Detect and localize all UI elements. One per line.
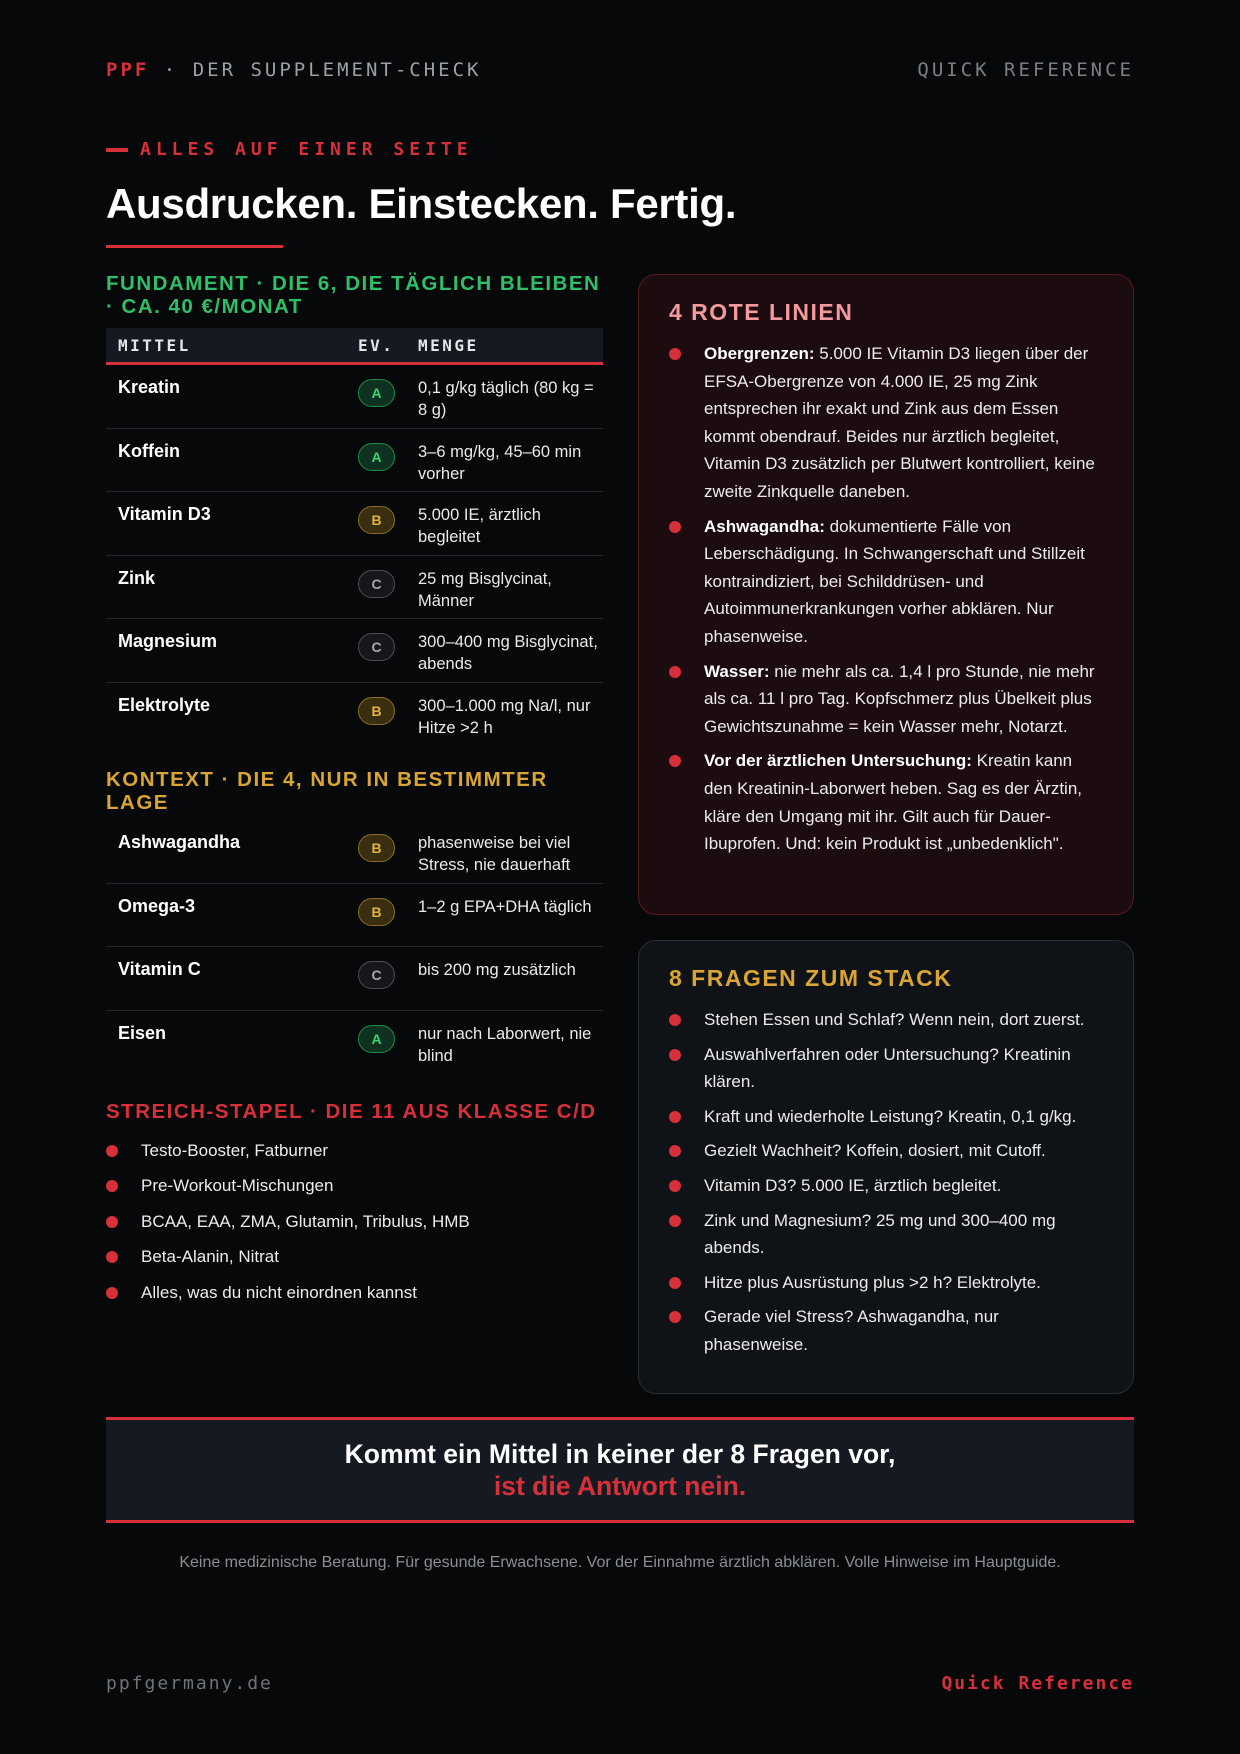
red-lines-list — [669, 340, 1103, 858]
left-column — [106, 272, 603, 1311]
question-text: Gerade viel Stress? Ashwagandha, nur phasenweise. — [704, 1307, 999, 1354]
kicker — [106, 139, 473, 160]
supplement-amount: nur nach Laborwert, nie blind — [418, 1024, 592, 1065]
item-lead: Wasser: — [704, 661, 770, 681]
table-row — [106, 365, 603, 429]
streich-list — [106, 1133, 603, 1311]
disclaimer: Keine medizinische Beratung. Für gesunde Erwachsene. Vor der Einnahme ärztlich abklären. Volle Hinweise im Hauptguide. — [179, 1554, 1061, 1571]
item-text: dokumentierte Fälle von Leberschädigung. In Schwangerschaft und Stillzeit kontraindiziert, bei Schilddrüsen- und Autoimmunerkrankungen vorher abklären. Nur phasenweise. — [704, 516, 1085, 646]
bullet-dot — [669, 1277, 681, 1289]
list-item-text: Testo-Booster, Fatburner — [141, 1140, 329, 1160]
question-text: Hitze plus Ausrüstung plus >2 h? Elektrolyte. — [704, 1272, 1041, 1292]
table-row — [106, 820, 603, 884]
supplement-amount: 1–2 g EPA+DHA täglich — [418, 897, 592, 916]
top-bar — [106, 58, 1134, 82]
table-header — [106, 328, 603, 365]
table-row — [106, 492, 603, 556]
question-text: Stehen Essen und Schlaf? Wenn nein, dort zuerst. — [704, 1010, 1085, 1029]
supplement-name: Kreatin — [118, 377, 181, 397]
list-item-text: Beta-Alanin, Nitrat — [141, 1247, 279, 1267]
bullet-dot — [106, 1216, 118, 1228]
list-item-text: BCAA, EAA, ZMA, Glutamin, Tribulus, HMB — [141, 1211, 470, 1231]
kicker-text: ALLES AUF EINER SEITE — [140, 139, 473, 160]
list-item — [669, 1103, 1103, 1131]
list-item — [669, 1137, 1103, 1165]
list-item — [106, 1275, 603, 1311]
supplement-amount: 0,1 g/kg täglich (80 kg = 8 g) — [418, 379, 594, 419]
supplement-amount: 300–1.000 mg Na/l, nur Hitze >2 h — [418, 696, 591, 737]
footer — [106, 1673, 1134, 1694]
question-text: Zink und Magnesium? 25 mg und 300–400 mg abends. — [704, 1210, 1056, 1258]
table-row — [106, 1011, 603, 1075]
evidence-badge: C — [358, 961, 395, 989]
page-title: Ausdrucken. Einstecken. Fertig. — [106, 180, 737, 227]
evidence-badge: A — [358, 443, 395, 471]
bullet-dot — [669, 1180, 681, 1192]
item-lead: Vor der ärztlichen Untersuchung: — [704, 751, 972, 771]
table-row — [106, 884, 603, 948]
red-lines-card — [638, 274, 1134, 915]
banner-line-2: ist die Antwort nein. — [493, 1471, 747, 1501]
item-lead: Obergrenzen: — [704, 344, 815, 363]
evidence-badge: A — [358, 379, 395, 407]
fundament-title: FUNDAMENT · DIE 6, DIE TÄGLICH BLEIBEN · CA. 40 €/MONAT — [106, 272, 601, 318]
item-text: 5.000 IE Vitamin D3 liegen über der EFSA-Obergrenze von 4.000 IE, 25 mg Zink entsprechen ihr exakt und Zink aus dem Essen kommt obendrauf. Beides nur ärztlich begleitet, Vitamin D3 zusätzlich per Blutwert kontrolliert, keine zweite Zinkquelle daneben. — [704, 344, 1095, 501]
list-item — [669, 1207, 1103, 1262]
column-header-mittel: MITTEL — [118, 335, 191, 355]
bullet-dot — [106, 1145, 118, 1157]
list-item — [669, 513, 1103, 651]
bullet-dot — [669, 1145, 681, 1157]
kontext-table — [106, 820, 603, 1074]
column-header-ev: EV. — [358, 335, 395, 355]
list-item — [106, 1133, 603, 1169]
item-text: Kreatin kann den Kreatinin-Laborwert heben. Sag es der Ärztin, kläre den Umgang mit ihr. Gilt auch für Dauer-Ibuprofen. Und: kein Produkt ist „unbedenklich". — [704, 751, 1083, 854]
bullet-dot — [669, 521, 681, 533]
bullet-dot — [669, 1215, 681, 1227]
list-item-text: Pre-Workout-Mischungen — [141, 1176, 334, 1196]
list-item — [669, 1303, 1103, 1358]
list-item — [106, 1169, 603, 1205]
supplement-amount: 3–6 mg/kg, 45–60 min vorher — [418, 442, 582, 483]
list-item — [669, 1269, 1103, 1297]
evidence-badge: B — [358, 506, 395, 534]
evidence-badge: C — [358, 633, 395, 661]
table-row — [106, 947, 603, 1011]
list-item — [669, 747, 1103, 857]
supplement-amount: 300–400 mg Bisglycinat, abends — [418, 633, 598, 673]
questions-card — [638, 940, 1134, 1394]
table-row — [106, 429, 603, 493]
kicker-dash — [106, 148, 128, 152]
list-item — [106, 1204, 603, 1240]
header-right-label: QUICK REFERENCE — [917, 59, 1134, 81]
title-underline — [106, 245, 283, 248]
bullet-dot — [669, 666, 681, 678]
list-item — [669, 1041, 1103, 1096]
bullet-dot — [106, 1287, 118, 1299]
bullet-dot — [669, 755, 681, 767]
question-text: Auswahlverfahren oder Untersuchung? Kreatinin klären. — [704, 1044, 1071, 1092]
list-item — [669, 1006, 1103, 1034]
supplement-amount: 25 mg Bisglycinat, Männer — [418, 569, 552, 610]
supplement-name: Magnesium — [118, 631, 218, 651]
question-text: Vitamin D3? 5.000 IE, ärztlich begleitet. — [704, 1175, 1002, 1195]
bullet-dot — [669, 348, 681, 360]
questions-title: 8 FRAGEN ZUM STACK — [669, 965, 953, 991]
list-item — [669, 658, 1103, 741]
footer-website[interactable]: ppfgermany.de — [106, 1673, 273, 1694]
fundament-table — [106, 365, 603, 746]
red-lines-title: 4 ROTE LINIEN — [669, 299, 854, 325]
evidence-badge: B — [358, 834, 395, 862]
table-row — [106, 683, 603, 747]
evidence-badge: C — [358, 570, 395, 598]
conclusion-banner — [106, 1417, 1134, 1523]
supplement-amount: phasenweise bei viel Stress, nie dauerhaft — [418, 834, 571, 874]
bullet-dot — [106, 1180, 118, 1192]
supplement-name: Zink — [118, 567, 156, 588]
evidence-badge: B — [358, 898, 395, 926]
brand-subtitle: DER SUPPLEMENT-CHECK — [192, 59, 482, 81]
evidence-badge: A — [358, 1025, 395, 1053]
evidence-badge: B — [358, 697, 395, 725]
brand — [106, 59, 481, 81]
list-item-text: Alles, was du nicht einordnen kannst — [141, 1282, 417, 1302]
bullet-dot — [669, 1014, 681, 1026]
supplement-name: Omega-3 — [118, 895, 196, 916]
bullet-dot — [669, 1111, 681, 1123]
supplement-amount: bis 200 mg zusätzlich — [418, 961, 576, 979]
supplement-name: Vitamin D3 — [118, 504, 211, 524]
item-lead: Ashwagandha: — [704, 516, 825, 536]
column-header-menge: MENGE — [418, 335, 479, 355]
table-row — [106, 556, 603, 620]
list-item — [106, 1240, 603, 1276]
question-text: Gezielt Wachheit? Koffein, dosiert, mit Cutoff. — [704, 1141, 1046, 1161]
brand-mark: PPF — [106, 59, 150, 81]
streich-title: STREICH-STAPEL · DIE 11 AUS KLASSE C/D — [106, 1100, 597, 1123]
kontext-title: KONTEXT · DIE 4, NUR IN BESTIMMTER LAGE — [106, 768, 548, 814]
question-text: Kraft und wiederholte Leistung? Kreatin, 0,1 g/kg. — [704, 1106, 1077, 1126]
bullet-dot — [669, 1049, 681, 1061]
banner-line-1: Kommt ein Mittel in keiner der 8 Fragen vor, — [344, 1439, 896, 1469]
list-item — [669, 340, 1103, 506]
supplement-name: Ashwagandha — [118, 832, 241, 852]
table-row — [106, 619, 603, 683]
bullet-dot — [669, 1311, 681, 1323]
footer-label: Quick Reference — [941, 1673, 1134, 1694]
bullet-dot — [106, 1251, 118, 1263]
brand-separator: · — [163, 59, 179, 81]
supplement-name: Eisen — [118, 1022, 167, 1043]
item-text: nie mehr als ca. 1,4 l pro Stunde, nie mehr als ca. 11 l pro Tag. Kopfschmerz plus Übelkeit plus Gewichtszunahme = kein Wasser mehr, Notarzt. — [704, 661, 1095, 736]
supplement-name: Vitamin C — [118, 959, 201, 979]
supplement-name: Koffein — [118, 440, 180, 461]
supplement-name: Elektrolyte — [118, 694, 211, 715]
list-item — [669, 1172, 1103, 1200]
supplement-amount: 5.000 IE, ärztlich begleitet — [418, 506, 541, 546]
questions-list — [669, 1006, 1103, 1359]
